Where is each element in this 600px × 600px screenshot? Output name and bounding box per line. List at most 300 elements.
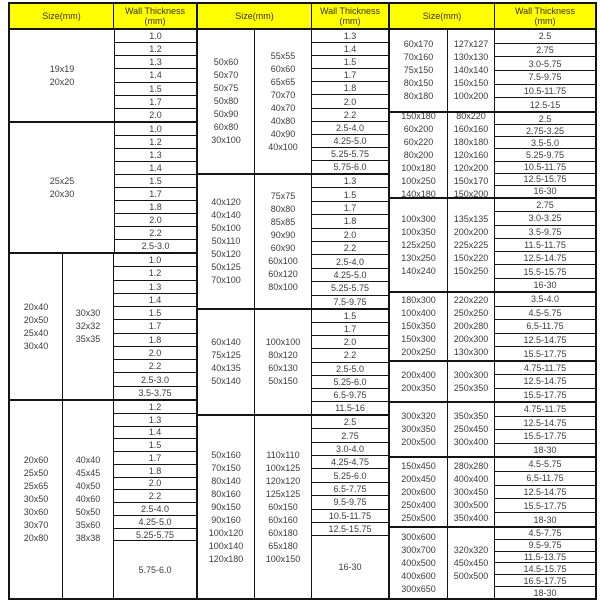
thickness-cell: 1.4 <box>312 42 388 55</box>
thickness-cell: 3.0-4.0 <box>312 442 388 455</box>
size-value: 200x350 <box>401 382 436 393</box>
size-value: 100x100 <box>265 337 301 347</box>
size-value: 90x90 <box>270 229 296 240</box>
wall-thickness-header-line2: (mm) <box>144 16 166 26</box>
size-value: 120x120 <box>265 475 301 486</box>
thickness-cell: 2.5 <box>343 417 357 428</box>
thickness-cell: 10.5-11.75 <box>495 161 595 173</box>
size-value: 150x150 <box>453 78 489 88</box>
size-value: 135x135 <box>453 213 489 224</box>
thickness-cell: 4.5-7.75 <box>528 528 562 539</box>
size-value: 200x450 <box>401 473 436 484</box>
size-value: 100x400 <box>401 308 436 318</box>
size-value: 300x650 <box>401 583 436 594</box>
thickness-cell: 15.5-17.75 <box>495 498 595 512</box>
size-value: 180x300 <box>401 295 436 305</box>
size-value: 500x500 <box>453 570 489 581</box>
thickness-cell: 1.5 <box>343 311 357 322</box>
size-value: 75x75 <box>270 190 296 201</box>
thickness-cell: 7.5-9.75 <box>495 70 595 84</box>
size-group <box>198 308 388 414</box>
size-value: 25x25 <box>49 175 75 186</box>
size-value: 140x240 <box>401 265 436 276</box>
size-value: 35x60 <box>75 520 101 530</box>
size-value: 60x160 <box>268 514 298 525</box>
thickness-cell: 4.75-11.75 <box>523 404 567 415</box>
size-value: 120x180 <box>208 553 244 564</box>
size-cell <box>448 30 495 111</box>
thickness-cell: 3.5-4.0 <box>530 294 560 305</box>
size-value: 300x320 <box>401 411 436 421</box>
thickness-cell: 2.2 <box>114 489 196 502</box>
thickness-cell: 18-30 <box>495 512 595 526</box>
size-value: 70x150 <box>211 462 241 473</box>
size-value: 65x180 <box>268 540 298 551</box>
thickness-cell: 1.4 <box>115 68 196 81</box>
thickness-cell: 15.5-17.75 <box>495 429 595 443</box>
size-value: 20x40 <box>23 301 49 312</box>
size-value: 50x90 <box>213 109 239 119</box>
thickness-cell: 9.5-9.75 <box>495 539 595 551</box>
size-value: 160x160 <box>453 123 489 134</box>
size-value: 40x80 <box>270 115 296 126</box>
size-cell <box>198 30 255 173</box>
size-value: 50x160 <box>211 449 241 460</box>
size-value: 225x225 <box>453 239 489 250</box>
size-cell <box>255 416 312 598</box>
size-value: 300x700 <box>401 544 436 555</box>
section-header <box>198 4 388 28</box>
thickness-cell: 4.5-5.75 <box>495 306 595 320</box>
thickness-cell: 3.5-3.75 <box>114 386 196 399</box>
thickness-cell: 2.5-5.0 <box>312 362 388 375</box>
size-value: 60x150 <box>268 501 298 512</box>
size-value: 40x90 <box>270 128 296 139</box>
thickness-cell: 1.7 <box>114 319 196 332</box>
size-group <box>10 399 196 598</box>
thickness-cell: 1.5 <box>312 187 388 200</box>
thickness-column <box>495 293 595 360</box>
size-value: 80x200 <box>403 149 434 160</box>
thickness-cell: 12.5-14.75 <box>495 416 595 430</box>
thickness-cell: 1.4 <box>114 426 196 439</box>
size-value: 250x350 <box>453 382 489 393</box>
size-value: 30x100 <box>211 135 241 145</box>
size-group <box>390 401 595 456</box>
thickness-cell: 1.5 <box>312 55 388 68</box>
size-cell <box>448 403 495 456</box>
wall-thickness-header <box>495 4 595 28</box>
size-value: 50x150 <box>268 376 298 386</box>
thickness-cell: 3.0-5.75 <box>495 56 595 70</box>
thickness-column <box>114 254 196 399</box>
size-value: 25x40 <box>23 327 49 338</box>
thickness-cell: 16-30 <box>495 185 595 197</box>
size-value: 80x150 <box>403 78 434 88</box>
thickness-cell: 2.2 <box>312 348 388 361</box>
thickness-cell: 4.25-4.75 <box>312 455 388 468</box>
thickness-cell: 3.0-3.25 <box>495 211 595 224</box>
thickness-cell: 2.5-4.0 <box>114 502 196 515</box>
size-value: 250x250 <box>453 308 489 318</box>
thickness-column <box>312 175 388 308</box>
thickness-cell: 1.8 <box>114 464 196 477</box>
size-value: 50x70 <box>213 70 239 80</box>
size-value: 50x110 <box>211 236 241 246</box>
thickness-cell: 1.8 <box>115 200 196 213</box>
thickness-cell: 2.5-4.0 <box>312 254 388 267</box>
wall-thickness-header-line1: Wall Thickness <box>124 6 186 16</box>
size-value: 350x350 <box>453 411 489 421</box>
thickness-cell: 2.0 <box>312 228 388 241</box>
size-value: 250x400 <box>401 499 436 510</box>
thickness-cell: 5.25-5.75 <box>312 147 388 160</box>
size-value: 200x400 <box>401 369 436 380</box>
size-value: 320x320 <box>453 544 489 555</box>
size-group <box>198 414 388 598</box>
size-value: 200x200 <box>453 226 489 237</box>
size-group <box>390 197 595 291</box>
thickness-cell: 12.5-14.75 <box>495 485 595 499</box>
size-value: 300x300 <box>453 369 489 380</box>
size-value: 25x50 <box>23 468 49 478</box>
thickness-cell: 4.25-5.0 <box>114 515 196 528</box>
thickness-cell: 1.2 <box>115 135 196 148</box>
thickness-cell: 1.4 <box>115 161 196 174</box>
size-value: 35x35 <box>75 334 101 344</box>
size-cell <box>10 30 115 121</box>
size-group <box>390 291 595 360</box>
size-group <box>390 111 595 197</box>
thickness-cell: 1.3 <box>115 55 196 68</box>
thickness-cell: 15.5-15.75 <box>495 264 595 277</box>
size-value: 150x450 <box>401 460 436 471</box>
thickness-cell: 16-30 <box>495 278 595 291</box>
size-value: 20x80 <box>23 533 49 543</box>
size-value: 400x500 <box>401 557 436 568</box>
thickness-cell: 1.5 <box>114 438 196 451</box>
thickness-cell: 12.5-14.75 <box>495 374 595 387</box>
thickness-cell: 1.7 <box>312 68 388 81</box>
size-value: 80x220 <box>456 111 486 121</box>
thickness-cell: 15.5-17.75 <box>495 388 595 401</box>
thickness-cell: 11.5-16 <box>312 401 388 414</box>
thickness-cell: 2.5-4.0 <box>312 121 388 134</box>
thickness-cell: 1.5 <box>115 174 196 187</box>
size-value: 30x70 <box>23 520 49 530</box>
size-value: 127x127 <box>453 39 489 49</box>
size-value: 125x250 <box>401 239 436 250</box>
thickness-cell: 2.0 <box>114 477 196 490</box>
size-value: 100x350 <box>401 226 436 237</box>
thickness-cell: 2.0 <box>312 335 388 348</box>
size-value: 100x150 <box>265 553 301 564</box>
section-header <box>390 4 595 28</box>
thickness-cell: 10.5-11.75 <box>312 509 388 522</box>
size-value: 40x40 <box>75 455 101 465</box>
thickness-cell: 15.5-17.75 <box>495 346 595 360</box>
size-value: 30x40 <box>23 340 49 351</box>
thickness-cell: 1.0 <box>148 255 162 266</box>
thickness-cell: 1.7 <box>312 322 388 335</box>
table-section-3 <box>390 4 595 598</box>
size-cell <box>390 458 448 526</box>
thickness-cell: 1.3 <box>343 31 357 42</box>
size-column-header: Size(mm) <box>390 4 495 28</box>
size-cell <box>198 175 255 308</box>
size-value: 80x120 <box>268 350 298 360</box>
thickness-cell: 12.5-14.75 <box>495 333 595 347</box>
size-value: 25x65 <box>23 481 49 491</box>
size-cell <box>390 362 448 401</box>
thickness-cell: 2.5-3.0 <box>114 372 196 385</box>
thickness-cell: 10.5-11.75 <box>495 84 595 98</box>
thickness-cell: 1.8 <box>312 214 388 227</box>
size-value: 60x90 <box>270 242 296 253</box>
thickness-cell: 1.7 <box>312 201 388 214</box>
thickness-cell: 2.5-3.0 <box>115 239 196 252</box>
size-group <box>390 526 595 598</box>
size-value: 60x100 <box>268 255 298 266</box>
size-value: 40x140 <box>211 210 241 220</box>
size-value: 30x60 <box>23 507 49 517</box>
thickness-cell: 5.25-5.75 <box>114 528 196 541</box>
size-group <box>198 173 388 308</box>
size-group <box>10 252 196 399</box>
thickness-cell: 2.5 <box>538 113 552 124</box>
size-value: 32x32 <box>75 321 101 331</box>
thickness-cell: 1.0 <box>149 31 162 42</box>
size-value: 40x135 <box>211 363 241 373</box>
size-value: 60x140 <box>211 337 241 347</box>
size-value: 60x200 <box>403 123 434 134</box>
thickness-column <box>115 30 196 121</box>
size-value: 50x120 <box>211 249 241 259</box>
size-value: 40x120 <box>211 197 241 207</box>
size-value: 400x400 <box>453 473 489 484</box>
thickness-cell: 1.7 <box>115 187 196 200</box>
size-value: 19x19 <box>49 63 75 74</box>
thickness-cell: 5.25-9.75 <box>495 148 595 160</box>
size-value: 65x65 <box>270 76 296 87</box>
thickness-cell: 1.8 <box>312 81 388 94</box>
size-value: 200x300 <box>453 334 489 344</box>
wall-thickness-header-line1: Wall Thickness <box>514 6 576 16</box>
size-value: 30x50 <box>23 494 49 504</box>
size-value: 20x30 <box>49 188 75 199</box>
thickness-cell: 1.2 <box>115 42 196 55</box>
size-value: 200x500 <box>401 437 436 447</box>
thickness-cell: 5.75-6.0 <box>312 160 388 173</box>
thickness-cell: 6.5-11.75 <box>495 471 595 485</box>
size-cell <box>448 293 495 360</box>
size-value: 300x500 <box>453 499 489 510</box>
thickness-cell: 6.5-9.75 <box>312 388 388 401</box>
size-value: 200x600 <box>401 486 436 497</box>
size-value: 40x50 <box>75 481 101 491</box>
size-value: 110x110 <box>266 449 300 460</box>
size-cell <box>255 30 312 173</box>
thickness-cell: 5.75-6.0 <box>114 540 196 598</box>
size-value: 150x350 <box>401 321 436 331</box>
size-value: 100x125 <box>265 462 301 473</box>
size-value: 50x100 <box>211 223 241 233</box>
thickness-cell: 2.0 <box>115 213 196 226</box>
thickness-cell: 12.5-15 <box>495 97 595 111</box>
thickness-cell: 5.25-5.75 <box>312 281 388 294</box>
size-value: 50x50 <box>75 507 101 517</box>
size-cell <box>10 254 63 399</box>
thickness-cell: 11.5-13.75 <box>495 551 595 563</box>
size-cell <box>390 113 448 197</box>
size-value: 100x300 <box>401 213 436 224</box>
thickness-cell: 5.25-6.0 <box>312 375 388 388</box>
size-value: 60x80 <box>213 122 239 132</box>
thickness-cell: 1.3 <box>114 413 196 426</box>
size-value: 60x120 <box>268 268 298 279</box>
size-value: 350x400 <box>453 512 489 523</box>
size-value: 150x170 <box>453 175 489 186</box>
size-value: 100x200 <box>453 91 489 101</box>
thickness-cell: 6.5-11.75 <box>495 319 595 333</box>
wall-thickness-header-line2: (mm) <box>534 16 556 26</box>
size-value: 50x60 <box>213 57 239 67</box>
size-value: 75x150 <box>403 65 434 75</box>
size-value: 80x160 <box>211 488 241 499</box>
size-value: 20x20 <box>49 76 75 87</box>
thickness-cell: 4.25-5.0 <box>312 268 388 281</box>
thickness-cell: 14.5-15.75 <box>495 562 595 574</box>
size-value: 40x70 <box>270 102 296 113</box>
size-value: 38x38 <box>75 533 101 543</box>
size-cell <box>10 401 63 598</box>
size-value: 90x160 <box>211 514 241 525</box>
size-value: 120x200 <box>453 162 489 173</box>
size-value: 45x45 <box>75 468 101 478</box>
thickness-cell: 3.5-9.75 <box>495 225 595 238</box>
thickness-cell: 1.2 <box>114 266 196 279</box>
size-value: 70x160 <box>403 52 434 62</box>
size-value: 60x60 <box>270 63 296 74</box>
size-value: 80x100 <box>268 281 298 292</box>
thickness-cell: 2.75 <box>536 200 554 211</box>
size-value: 80x140 <box>211 475 241 486</box>
size-value: 450x450 <box>453 557 489 568</box>
thickness-cell: 18-30 <box>495 443 595 457</box>
size-value: 300x400 <box>453 437 489 447</box>
thickness-cell: 11.5-11.75 <box>495 238 595 251</box>
size-cell <box>255 175 312 308</box>
thickness-cell: 16-30 <box>312 535 388 598</box>
thickness-cell: 2.5 <box>538 31 552 42</box>
thickness-cell: 2.0 <box>115 108 196 121</box>
thickness-cell: 1.3 <box>114 280 196 293</box>
thickness-cell: 1.5 <box>115 82 196 95</box>
thickness-column <box>495 458 595 526</box>
thickness-cell: 1.8 <box>114 333 196 346</box>
size-value: 80x180 <box>403 91 434 101</box>
thickness-cell: 18-30 <box>495 586 595 598</box>
thickness-cell: 2.75 <box>495 43 595 57</box>
size-value: 125x125 <box>265 488 301 499</box>
size-cell <box>448 113 495 197</box>
thickness-cell: 2.0 <box>312 94 388 107</box>
wall-thickness-header <box>114 4 196 28</box>
size-value: 55x55 <box>270 50 296 61</box>
thickness-column <box>495 199 595 291</box>
thickness-cell: 2.2 <box>115 226 196 239</box>
thickness-cell: 1.2 <box>148 401 162 412</box>
size-value: 220x220 <box>453 295 489 305</box>
size-value: 50x75 <box>213 83 239 93</box>
table-section-2 <box>198 4 390 598</box>
thickness-column <box>312 416 388 598</box>
size-value: 300x600 <box>401 531 436 542</box>
size-value: 60x220 <box>403 136 434 147</box>
size-value: 40x60 <box>75 494 101 504</box>
size-value: 75x125 <box>211 350 241 360</box>
size-value: 140x140 <box>453 65 489 75</box>
size-cell <box>10 123 115 252</box>
thickness-column <box>495 30 595 111</box>
size-value: 120x160 <box>453 149 489 160</box>
thickness-cell: 12.5-15.75 <box>312 522 388 535</box>
size-value: 100x120 <box>208 527 244 538</box>
thickness-cell: 1.0 <box>149 124 162 134</box>
size-cell <box>63 254 114 399</box>
table-section-1 <box>10 4 198 598</box>
size-value: 150x300 <box>401 334 436 344</box>
thickness-cell: 1.4 <box>114 293 196 306</box>
size-value: 50x125 <box>211 262 241 272</box>
size-value: 130x130 <box>453 52 489 62</box>
thickness-cell: 2.2 <box>312 108 388 121</box>
thickness-cell: 9.5-9.75 <box>312 495 388 508</box>
size-value: 150x200 <box>453 188 489 197</box>
thickness-column <box>495 528 595 598</box>
size-group <box>390 456 595 526</box>
size-group <box>10 121 196 252</box>
size-group <box>390 360 595 401</box>
thickness-cell: 12.5-15.75 <box>495 173 595 185</box>
thickness-column <box>312 310 388 414</box>
thickness-cell: 1.5 <box>114 306 196 319</box>
section-header <box>10 4 196 28</box>
size-value: 20x60 <box>23 455 49 465</box>
size-value: 300x450 <box>453 486 489 497</box>
size-value: 400x600 <box>401 570 436 581</box>
size-value: 130x300 <box>453 347 489 357</box>
thickness-cell: 2.75 <box>312 428 388 441</box>
size-group <box>198 28 388 173</box>
size-value: 100x180 <box>401 162 436 173</box>
size-value: 20x50 <box>23 314 49 325</box>
size-value: 80x80 <box>270 203 296 214</box>
thickness-column <box>495 403 595 456</box>
size-value: 250x500 <box>401 512 436 523</box>
size-column-header: Size(mm) <box>198 4 312 28</box>
thickness-cell: 12.5-14.75 <box>495 251 595 264</box>
thickness-column <box>114 401 196 598</box>
size-cell <box>390 199 448 291</box>
size-value: 40x100 <box>268 141 298 152</box>
size-value: 140x180 <box>401 188 436 197</box>
size-cell <box>448 199 495 291</box>
size-value: 150x250 <box>453 265 489 276</box>
size-value: 280x280 <box>453 460 489 471</box>
size-cell <box>198 416 255 598</box>
size-group <box>10 28 196 121</box>
